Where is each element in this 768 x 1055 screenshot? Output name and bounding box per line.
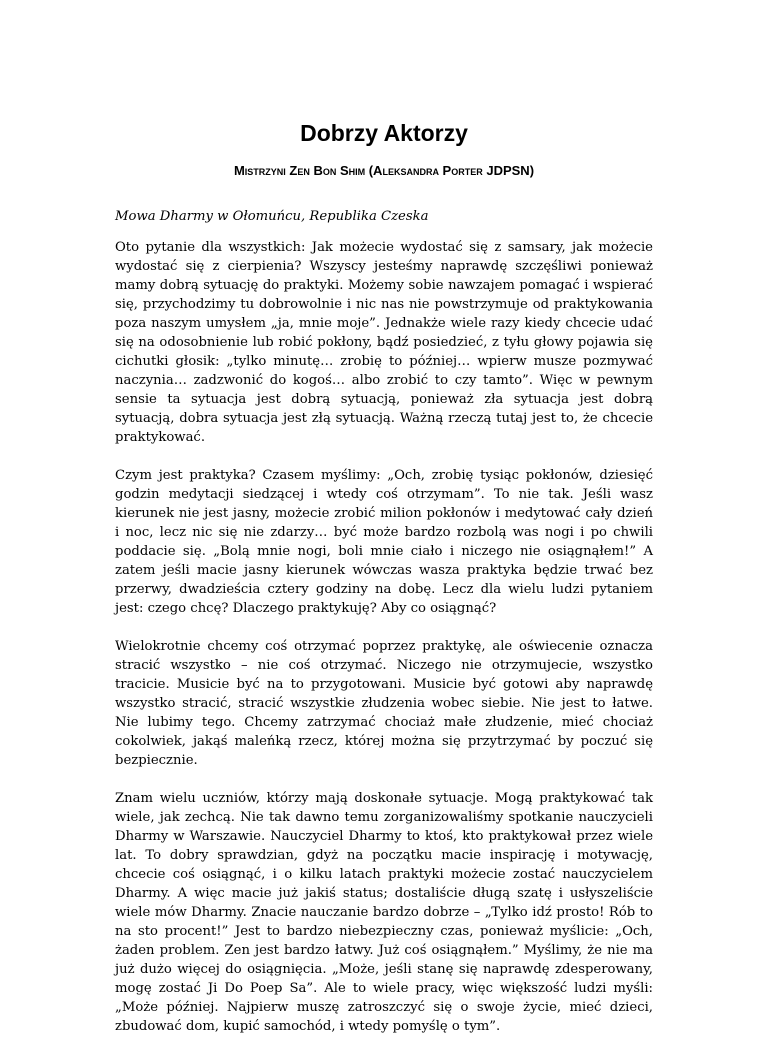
document-page: [115, 118, 653, 1055]
paragraph-3: Wielokrotnie chcemy coś otrzymać poprzez praktykę, ale oświecenie oznacza stracić wszystko – nie coś otrzymać. Niczego nie otrzymujecie, wszystko tracicie. Musicie być na to przygotowani. Musicie być gotowi aby naprawdę wszystko stracić, stracić wszystkie złudzenia wobec siebie. Nie jest to łatwe. Nie lubimy tego. Chcemy zatrzymać chociaż małe złudzenie, mieć chociaż cokolwiek, jakąś maleńką rzecz, której można się przytrzymać by poczuć się bezpiecznie.: [115, 639, 653, 768]
location-caption: Mowa Dharmy w Ołomuńcu, Republika Czeska: [115, 209, 429, 224]
paragraph-2: Czym jest praktyka? Czasem myślimy: „Och, zrobię tysiąc pokłonów, dziesięć godzin medytacji siedzącej i wtedy coś otrzymam”. To nie tak. Jeśli wasz kierunek nie jest jasny, możecie zrobić milion pokłonów i medytować cały dzień i noc, lecz nic się nie zdarzy… być może bardzo rozbolą was nogi i po chwili poddacie się. „Bolą mnie nogi, boli mnie ciało i niczego nie osiągnąłem!” A zatem jeśli macie jasny kierunek wówczas wasza praktyka będzie trwać bez przerwy, dwadzieścia cztery godziny na dobę. Lecz dla wielu ludzi pytaniem jest: czego chcę? Dlaczego praktykuję? Aby co osiągnąć?: [115, 468, 653, 616]
paragraph-1: Oto pytanie dla wszystkich: Jak możecie wydostać się z samsary, jak możecie wydostać się z cierpienia? Wszyscy jesteśmy naprawdę szczęśliwi ponieważ mamy dobrą sytuację do praktyki. Możemy sobie nawzajem pomagać i wspierać się, przychodzimy tu dobrowolnie i nic nas nie powstrzymuje od praktykowania poza naszym umysłem „ja, mnie moje”. Jednakże wiele razy kiedy chcecie udać się na odosobnienie lub robić pokłony, bądź posiedzieć, z tyłu głowy pojawia się cichutki głosik: „tylko minutę… zrobię to później… wpierw musze pozmywać naczynia… zadzwonić do kogoś… albo zrobić to czy tamto”. Więc w pewnym sensie ta sytuacja jest dobrą sytuacją, ponieważ zła sytuacja jest dobrą sytuacją, dobra sytuacja jest złą sytuacją. Ważną rzeczą tutaj jest to, że chcecie praktykować.: [115, 240, 653, 445]
paragraph-4: Znam wielu uczniów, którzy mają doskonałe sytuacje. Mogą praktykować tak wiele, jak zechcą. Nie tak dawno temu zorganizowaliśmy spotkanie nauczycieli Dharmy w Warszawie. Nauczyciel Dharmy to ktoś, kto praktykował przez wiele lat. To dobry sprawdzian, gdyż na początku macie inspirację i motywację, chcecie coś osiągnąć, i o kilku latach praktyki możecie zostać nauczycielem Dharmy. A więc macie już jakiś status; dostaliście długą szatę i usłyszeliście wiele mów Dharmy. Znacie nauczanie bardzo dobrze – „Tylko idź prosto! Rób to na sto procent!” Jest to bardzo niebezpieczny czas, ponieważ myślicie: „Och, żaden problem. Zen jest bardzo łatwy. Już coś osiągnąłem.” Myślimy, że nie ma już dużo więcej do osiągnięcia. „Może, jeśli stanę się naprawdę zdesperowany, mogę zostać Ji Do Poep Sa”. Ale to wiele pracy, więc większość ludzi myśli: „Może później. Najpierw muszę zatroszczyć się o swoje życie, mieć dzieci, zbudować dom, kupić samochód, i wtedy pomyślę o tym”.: [115, 791, 653, 1034]
document-title: Dobrzy Aktorzy: [300, 120, 468, 146]
document-author: Mistrzyni Zen Bon Shim (Aleksandra Porter JDPSN): [233, 163, 535, 178]
